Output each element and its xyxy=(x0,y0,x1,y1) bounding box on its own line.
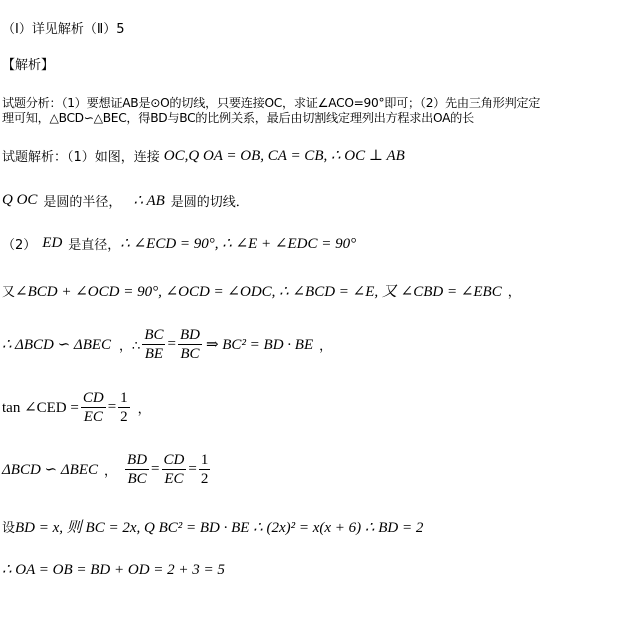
solution-3-a: ED xyxy=(42,235,63,251)
analysis-line-2: 理可知，△BCD∽△BEC，得BD与BC的比例关系，最后由切割线定理列出方程求出OA的长 xyxy=(2,111,474,125)
solution-4-math: ∠BCD + ∠OCD = 90°, ∠OCD = ∠ODC, ∴ ∠BCD = ∠E, 又 ∠CBD = ∠EBC xyxy=(15,284,502,300)
solution-line-3 xyxy=(2,234,356,253)
fraction-denominator: BC xyxy=(180,346,200,362)
fraction-numerator: 1 xyxy=(200,452,209,468)
solution-line-9 xyxy=(2,560,225,579)
equals-sign: = xyxy=(167,336,176,352)
solution-6-end: ， xyxy=(137,402,151,417)
solution-3-prefix: （2） xyxy=(2,238,37,253)
solution-7-b: ， xyxy=(104,464,118,479)
solution-2-d: 是圆的切线． xyxy=(170,195,249,210)
fraction-numerator: CD xyxy=(163,452,185,468)
analysis-line-1: 试题分析：（1）要想证AB是⊙O的切线，只要连接OC，求证∠ACO=90°即可；（2）先由三角形判定定 xyxy=(2,96,541,110)
solution-line-5 xyxy=(2,326,332,363)
fraction-cd-over-ec xyxy=(81,389,106,426)
solution-7-a: ΔBCD ∽ ΔBEC xyxy=(2,462,99,478)
solution-5-d: ， xyxy=(319,339,333,354)
solution-3-b: 是直径， xyxy=(68,238,121,253)
solution-4-prefix: 又 xyxy=(2,285,16,300)
solution-3-c: ∴ ∠ECD = 90°, ∴ ∠E + ∠EDC = 90° xyxy=(120,236,357,252)
fraction-denominator: 2 xyxy=(200,471,209,487)
fraction-numerator: BC xyxy=(144,327,164,343)
final-result: ∴ OA = OB = BD + OD = 2 + 3 = 5 xyxy=(2,562,225,578)
solution-line-1 xyxy=(2,146,405,165)
fraction-bd-over-bc xyxy=(125,451,149,488)
fraction-denominator: EC xyxy=(164,471,184,487)
fraction-denominator: 2 xyxy=(120,409,128,425)
solution-2-c: ∴ AB xyxy=(133,193,165,209)
solution-4-end: ， xyxy=(507,285,521,300)
fraction-denominator: EC xyxy=(83,409,103,425)
solution-5-c: ⇒ BC² = BD · BE xyxy=(205,337,314,353)
solution-line-6: tan ∠CED = $\frac{CD}{EC}$ = $\frac{1}{2}$ ， xyxy=(2,390,151,425)
solution-1-prefix: 试题解析：（1）如图，连接 xyxy=(2,150,160,165)
fraction-one-half xyxy=(199,451,211,488)
solution-2-b: 是圆的半径， xyxy=(43,195,122,210)
answer-line: （Ⅰ）详见解析（Ⅱ）5 xyxy=(2,22,125,37)
fraction-bc-over-be xyxy=(142,326,165,363)
solution-1-math: OC,Q OA = OB, CA = CB, ∴ OC ⊥ AB xyxy=(163,148,405,164)
fraction-denominator: BC xyxy=(127,471,147,487)
solution-5-a: ∴ ΔBCD ∽ ΔBEC xyxy=(2,337,112,353)
fraction-numerator: BD xyxy=(127,452,148,468)
section-heading: 【解析】 xyxy=(2,58,55,73)
solution-8-b: BD = x, 则 BC = 2x, Q BC² = BD · BE ∴ (2x)² = x(x + 6) ∴ BD = 2 xyxy=(15,520,424,536)
fraction-one-half xyxy=(118,389,130,426)
solution-line-8 xyxy=(2,516,423,537)
fraction-denominator: BE xyxy=(144,346,164,362)
solution-line-4 xyxy=(2,280,521,301)
solution-6-a: tan ∠CED = xyxy=(2,400,79,416)
fraction-numerator: CD xyxy=(82,390,104,406)
fraction-numerator: 1 xyxy=(120,390,128,406)
solution-5-b: ，∴ xyxy=(119,339,141,354)
fraction-cd-over-ec xyxy=(162,451,187,488)
solution-line-7: ΔBCD ∽ ΔBEC ， $\frac{BD}{BC}$ = $\frac{CD}{EC}$ = $\frac{1}{2}$ xyxy=(2,452,209,487)
fraction-bd-over-bc xyxy=(178,326,202,363)
solution-8-a: 设 xyxy=(2,521,16,536)
solution-2-a: Q OC xyxy=(2,192,38,208)
fraction-numerator: BD xyxy=(179,327,200,343)
solution-line-2 xyxy=(2,191,249,210)
